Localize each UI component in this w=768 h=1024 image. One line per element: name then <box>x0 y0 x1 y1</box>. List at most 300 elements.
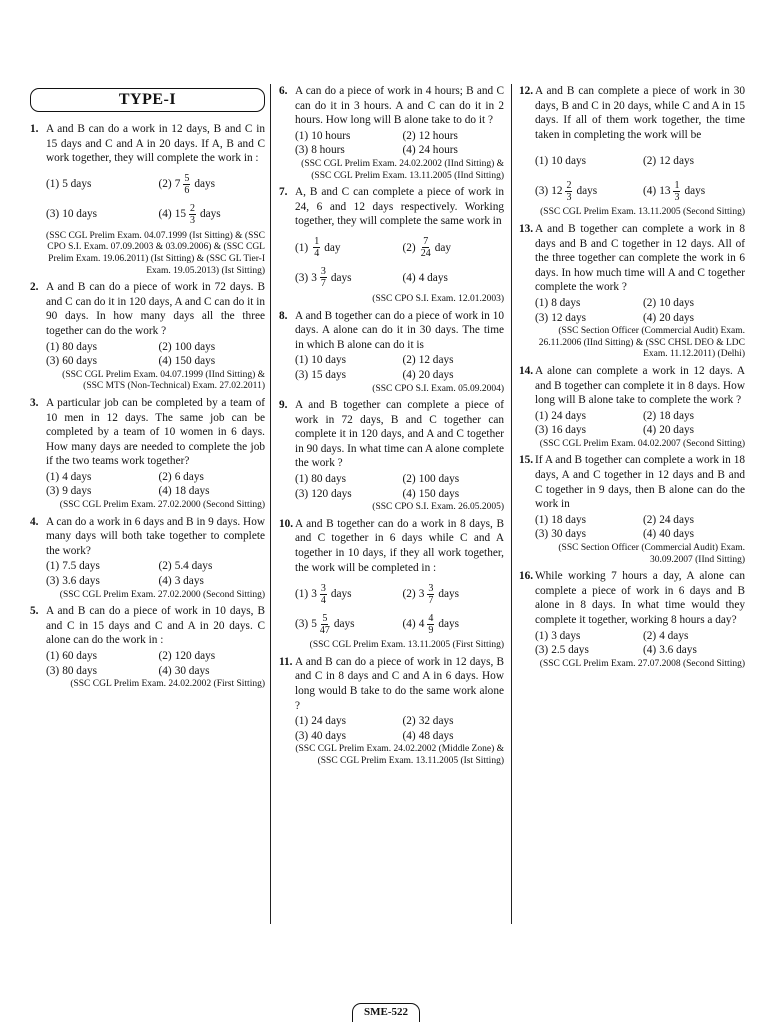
answer-option <box>295 143 397 158</box>
option-text: 30 days <box>174 664 210 677</box>
option-text: 2.5 days <box>551 644 589 657</box>
answer-option <box>159 170 266 200</box>
answer-option <box>535 146 637 176</box>
mixed-fraction <box>175 203 198 226</box>
option-text: 80 days <box>62 340 98 353</box>
exam-source: (SSC CPO S.I. Exam. 05.09.2004) <box>372 383 504 394</box>
question-number: 3. <box>30 396 39 409</box>
fraction-whole: 4 <box>418 617 425 630</box>
answer-option <box>159 484 266 499</box>
option-number: (3) <box>535 424 549 437</box>
option-text: 24 days <box>659 513 695 526</box>
fraction-denominator: 4 <box>314 248 320 260</box>
option-number: (4) <box>643 528 657 541</box>
answer-options <box>535 296 745 325</box>
question-item <box>30 604 265 691</box>
exam-source: (SSC CGL Prelim Exam. 04.07.1999 (Ist Sitting) & (SSC CPO S.I. Exam. 07.09.2003 & 03.09.2006) & (SSC CGL Prelim Exam. 19.06.2011) (Ist Sitting) & (SSC GL Tier-I Exam. 19.05.2013) (Ist Sitting) <box>46 230 265 276</box>
option-text: 18 days <box>551 513 587 526</box>
option-number: (3) <box>535 644 549 657</box>
option-number: (3) <box>295 617 309 630</box>
fraction-denominator: 3 <box>189 215 195 227</box>
exam-source: (SSC CGL Prelim Exam. 27.02.2000 (Second Sitting) <box>59 589 265 600</box>
option-number: (4) <box>402 144 416 157</box>
question-number: 16. <box>519 570 534 583</box>
answer-option <box>46 354 153 369</box>
option-number: (4) <box>402 617 416 630</box>
question-text: A and B can do a piece of work in 72 days. B and C can do it in 120 days, A and C can do it in 90 days. In how many days all the three together can do the work ? <box>46 281 265 337</box>
fraction-denominator: 3 <box>566 191 572 203</box>
column-divider <box>270 84 271 924</box>
question-text: A and B together can complete a piece of work in 72 days, B and C together can complete it in 120 days, and A and C together in 90 days. In what time can A alone complete the work ? <box>295 399 504 470</box>
mixed-fraction <box>419 236 433 259</box>
option-number: (1) <box>295 241 309 254</box>
fraction-denominator: 6 <box>184 185 190 197</box>
option-text: 6 days <box>174 470 204 483</box>
fraction-numerator: 3 <box>320 266 326 278</box>
fraction <box>427 613 434 636</box>
answer-option <box>46 340 153 355</box>
question-item <box>30 396 265 512</box>
answer-option <box>46 574 153 589</box>
fraction-whole: 12 <box>551 185 563 198</box>
question-number: 14. <box>519 364 534 377</box>
fraction-whole: 13 <box>659 185 671 198</box>
exam-source: (SSC CGL Prelim Exam. 24.02.2002 (Middle Zone) & (SSC CGL Prelim Exam. 13.11.2005 (Ist Sitting) <box>295 744 504 766</box>
option-text: 48 days <box>418 729 454 742</box>
option-number: (1) <box>295 715 309 728</box>
fraction-numerator: 7 <box>423 236 429 248</box>
option-unit: days <box>333 617 355 630</box>
fraction-denominator: 7 <box>428 594 434 606</box>
option-text: 3 days <box>551 629 581 642</box>
option-number: (4) <box>158 208 172 221</box>
column-1 <box>30 84 265 694</box>
fraction-numerator: 2 <box>566 179 572 191</box>
mixed-fraction <box>419 613 437 636</box>
option-text: 3 days <box>174 575 204 588</box>
question-number: 10. <box>279 517 294 530</box>
option-text: 150 days <box>418 487 460 500</box>
answer-option <box>643 643 745 658</box>
answer-option <box>535 629 637 644</box>
fraction <box>189 203 196 226</box>
fraction-whole: 3 <box>311 587 317 600</box>
question-text: A and B can complete a piece of work in 30 days, B and C in 20 days, while C and A in 15 days. If all of them work together, the time taken in completing the work will be <box>535 85 745 141</box>
fraction <box>565 180 572 203</box>
option-number: (3) <box>295 487 309 500</box>
question-number: 7. <box>279 186 288 199</box>
option-number: (3) <box>295 271 309 284</box>
option-unit: days <box>330 271 352 284</box>
answer-option <box>403 609 505 639</box>
mixed-fraction <box>659 180 682 203</box>
option-number: (2) <box>158 340 172 353</box>
answer-option <box>46 470 153 485</box>
option-number: (1) <box>46 470 60 483</box>
option-text: 24 days <box>311 715 347 728</box>
option-text: 60 days <box>62 355 98 368</box>
mixed-fraction <box>311 583 329 606</box>
fraction <box>673 180 680 203</box>
answer-option <box>403 233 505 263</box>
question-text: A and B together can do a work in 8 days, B and C together in 6 days while C and A together in 10 days, if they all work together, the work will be completed in : <box>295 517 504 574</box>
option-text: 10 hours <box>311 129 351 142</box>
option-unit: days <box>330 587 352 600</box>
option-number: (2) <box>158 470 172 483</box>
answer-option <box>643 176 745 206</box>
fraction-denominator: 9 <box>428 624 434 636</box>
option-number: (4) <box>158 355 172 368</box>
option-number: (4) <box>158 485 172 498</box>
option-text: 80 days <box>62 664 98 677</box>
answer-option <box>295 233 397 263</box>
option-number: (3) <box>46 355 60 368</box>
option-unit: days <box>684 185 706 198</box>
answer-option <box>535 296 637 311</box>
fraction-denominator: 7 <box>320 278 326 290</box>
option-number: (4) <box>643 424 657 437</box>
option-text: 9 days <box>62 485 92 498</box>
option-text: 3.6 days <box>62 575 100 588</box>
option-text: 10 days <box>62 208 98 221</box>
answer-option <box>295 729 397 744</box>
answer-option <box>46 664 153 679</box>
option-number: (1) <box>46 650 60 662</box>
option-number: (2) <box>643 513 657 526</box>
answer-option <box>403 714 505 729</box>
question-item <box>519 222 745 361</box>
fraction-whole: 7 <box>174 178 181 191</box>
option-number: (2) <box>643 629 657 642</box>
question-text: A can do a work in 6 days and B in 9 days. How many days will both take together to complete the work? <box>46 515 265 557</box>
answer-option <box>295 129 397 144</box>
answer-option <box>643 409 745 424</box>
option-text: 3.6 days <box>659 644 697 657</box>
answer-option <box>46 484 153 499</box>
question-text: A, B and C can complete a piece of work in 24, 6 and 12 days respectively. Working together, they will complete the same work in <box>295 186 504 228</box>
answer-option <box>159 200 266 230</box>
option-number: (3) <box>46 575 60 588</box>
option-text: 4 days <box>418 271 448 284</box>
option-text: 12 hours <box>418 129 458 142</box>
answer-options <box>295 472 504 501</box>
option-number: (2) <box>158 650 172 662</box>
answer-options <box>535 513 745 542</box>
question-item <box>279 185 504 305</box>
option-number: (1) <box>46 340 60 353</box>
option-number: (4) <box>402 729 416 742</box>
option-number: (4) <box>402 487 416 500</box>
column-divider <box>511 84 512 924</box>
answer-option <box>295 353 397 368</box>
option-text: 4 days <box>62 470 92 483</box>
option-text: 150 days <box>174 355 216 368</box>
option-number: (3) <box>535 528 549 541</box>
option-text: 40 days <box>659 528 695 541</box>
option-unit: days <box>576 185 598 198</box>
answer-options <box>295 233 504 293</box>
option-number: (2) <box>643 409 657 422</box>
option-text: 100 days <box>174 340 216 353</box>
answer-option <box>643 423 745 438</box>
question-item <box>519 364 745 451</box>
question-text: A and B can do a work in 12 days, B and C in 15 days and C and A in 20 days. If A, B and C work together, they will complete the work in : <box>46 123 265 165</box>
question-text: A alone can complete a work in 12 days. A and B together can complete it in 8 days. How long will B alone take to complete the work ? <box>535 364 745 407</box>
answer-option <box>403 129 505 144</box>
option-number: (1) <box>295 129 309 142</box>
option-number: (2) <box>402 241 416 254</box>
answer-options <box>535 146 745 206</box>
option-number: (1) <box>535 155 549 168</box>
mixed-fraction <box>419 583 437 606</box>
option-number: (1) <box>46 560 60 573</box>
mixed-fraction <box>311 266 329 289</box>
answer-option <box>403 353 505 368</box>
answer-option <box>535 643 637 658</box>
answer-option <box>159 470 266 485</box>
answer-option <box>535 311 637 326</box>
option-number: (1) <box>295 354 309 367</box>
question-item <box>279 655 504 768</box>
fraction-whole: 3 <box>311 271 317 284</box>
option-text: 10 days <box>311 354 347 367</box>
question-number: 9. <box>279 399 288 412</box>
exam-source: (SSC CPO S.I. Exam. 26.05.2005) <box>372 502 504 513</box>
option-number: (3) <box>295 368 309 381</box>
column-2 <box>279 84 504 771</box>
option-number: (4) <box>158 575 172 588</box>
answer-option <box>403 368 505 383</box>
option-number: (2) <box>158 178 172 191</box>
option-text: 100 days <box>418 473 460 486</box>
option-number: (4) <box>402 368 416 381</box>
option-number: (2) <box>402 473 416 486</box>
answer-option <box>535 527 637 542</box>
mixed-fraction <box>311 613 332 636</box>
question-item <box>279 398 504 514</box>
answer-option <box>295 368 397 383</box>
answer-option <box>403 579 505 609</box>
exam-source: (SSC CGL Prelim Exam. 27.07.2008 (Second Sitting) <box>539 658 745 669</box>
option-unit: days <box>438 587 460 600</box>
answer-options <box>535 409 745 438</box>
answer-option <box>46 559 153 574</box>
option-number: (1) <box>46 178 60 191</box>
exam-source: (SSC CPO S.I. Exam. 12.01.2003) <box>372 293 504 304</box>
option-text: 120 days <box>311 487 352 500</box>
option-text: 12 days <box>659 155 695 168</box>
question-number: 12. <box>519 85 534 97</box>
exam-source: (SSC Section Officer (Commercial Audit) Exam. 30.09.2007 (IInd Sitting) <box>558 543 745 565</box>
answer-option <box>643 146 745 176</box>
option-number: (4) <box>402 271 416 284</box>
question-item <box>30 122 265 277</box>
question-number: 11. <box>279 655 293 668</box>
option-text: 32 days <box>418 715 454 728</box>
option-number: (4) <box>158 664 172 677</box>
answer-option <box>159 340 266 355</box>
answer-option <box>159 574 266 589</box>
answer-option <box>46 649 153 664</box>
answer-option <box>295 609 397 639</box>
answer-options <box>46 649 265 678</box>
mixed-fraction <box>551 180 574 203</box>
answer-option <box>643 311 745 326</box>
answer-option <box>643 296 745 311</box>
option-number: (4) <box>643 644 657 657</box>
option-text: 18 days <box>174 485 210 498</box>
option-number: (4) <box>643 311 657 324</box>
option-text: 7.5 days <box>62 560 100 573</box>
fraction-whole: 3 <box>418 587 425 600</box>
section-title: TYPE-I <box>30 88 265 112</box>
question-item <box>279 84 504 182</box>
option-text: 12 days <box>418 354 454 367</box>
fraction <box>313 236 320 259</box>
question-item <box>279 517 504 652</box>
fraction-numerator: 3 <box>320 582 326 594</box>
exam-source: (SSC CGL Prelim Exam. 04.07.1999 (IInd Sitting) & (SSC MTS (Non-Technical) Exam. 27.02.2011) <box>62 369 265 392</box>
option-unit: day <box>434 241 451 254</box>
exam-source: (SSC CGL Prelim Exam. 27.02.2000 (Second Sitting) <box>59 500 265 511</box>
option-text: 5 days <box>62 178 92 191</box>
question-item <box>519 569 745 670</box>
option-number: (3) <box>295 729 309 742</box>
answer-option <box>643 629 745 644</box>
page-footer-tag: SME-522 <box>352 1003 420 1022</box>
answer-options <box>46 559 265 588</box>
question-number: 13. <box>519 222 534 235</box>
option-text: 20 days <box>418 368 454 381</box>
answer-option <box>403 263 505 293</box>
question-item <box>519 453 745 566</box>
answer-option <box>295 714 397 729</box>
answer-options <box>295 353 504 382</box>
option-text: 12 days <box>551 311 587 324</box>
option-number: (3) <box>46 208 60 221</box>
question-number: 1. <box>30 123 39 135</box>
fraction-whole: 15 <box>174 208 186 221</box>
option-text: 4 days <box>659 629 689 642</box>
answer-option <box>403 729 505 744</box>
answer-option <box>46 170 153 200</box>
mixed-fraction <box>311 236 322 259</box>
option-number: (2) <box>402 354 416 367</box>
option-text: 5.4 days <box>174 560 213 573</box>
option-number: (3) <box>535 185 549 198</box>
option-text: 40 days <box>311 729 347 742</box>
option-number: (2) <box>402 129 416 142</box>
answer-option <box>295 472 397 487</box>
answer-option <box>295 487 397 502</box>
fraction-numerator: 1 <box>674 179 680 191</box>
question-text: A and B can do a piece of work in 12 days, B and C in 8 days and C and A in 6 days. How long would B take to do the same work alone ? <box>295 655 504 712</box>
question-number: 4. <box>30 515 39 528</box>
option-text: 120 days <box>174 650 216 662</box>
answer-options <box>46 170 265 230</box>
exam-source: (SSC CGL Prelim Exam. 04.02.2007 (Second Sitting) <box>539 438 745 449</box>
option-text: 18 days <box>659 409 695 422</box>
exam-source: (SSC CGL Prelim Exam. 13.11.2005 (Second Sitting) <box>540 207 745 218</box>
option-number: (2) <box>402 715 416 728</box>
question-number: 6. <box>279 85 288 97</box>
option-unit: days <box>194 178 216 191</box>
option-text: 16 days <box>551 424 587 437</box>
answer-options <box>535 629 745 658</box>
option-number: (3) <box>46 485 60 498</box>
question-text: A and B can do a piece of work in 10 days, B and C in 15 days and C and A in 20 days. C alone can do the work in : <box>46 605 265 647</box>
option-number: (1) <box>295 473 309 486</box>
question-text: A particular job can be completed by a team of 10 men in 12 days. The same job can be completed by a team of 10 women in 6 days. How many days are needed to complete the job if the two teams work together? <box>46 396 265 468</box>
fraction-denominator: 24 <box>420 248 431 260</box>
option-number: (2) <box>643 296 657 309</box>
exam-source: (SSC CGL Prelim Exam. 24.02.2002 (IInd Sitting) & (SSC CGL Prelim Exam. 13.11.2005 (IInd Sitting) <box>301 158 504 181</box>
option-text: 10 days <box>659 296 695 309</box>
question-item <box>519 84 745 219</box>
option-text: 15 days <box>311 368 347 381</box>
fraction <box>421 236 431 259</box>
answer-options <box>295 579 504 639</box>
question-number: 15. <box>519 454 534 467</box>
option-unit: day <box>324 241 341 254</box>
fraction-numerator: 3 <box>428 582 434 594</box>
answer-option <box>535 409 637 424</box>
option-number: (1) <box>535 409 549 422</box>
option-number: (1) <box>535 629 549 642</box>
fraction-denominator: 47 <box>319 624 330 636</box>
option-text: 24 days <box>551 409 587 422</box>
option-text: 10 days <box>551 155 587 168</box>
question-number: 2. <box>30 281 39 294</box>
fraction-whole: 5 <box>311 617 317 630</box>
answer-option <box>643 513 745 528</box>
question-item <box>279 309 504 396</box>
answer-options <box>295 129 504 158</box>
question-number: 8. <box>279 309 288 322</box>
option-text: 8 hours <box>311 144 345 157</box>
option-number: (2) <box>643 155 657 168</box>
option-number: (1) <box>535 296 549 309</box>
fraction-denominator: 4 <box>320 594 326 606</box>
question-text: While working 7 hours a day, A alone can complete a piece of work in 6 days and B alone in 8 days. In what time would they complete it together, working 8 hours a day? <box>535 570 745 626</box>
answer-option <box>295 579 397 609</box>
answer-option <box>159 664 266 679</box>
mixed-fraction <box>175 173 193 196</box>
fraction-numerator: 1 <box>314 236 320 248</box>
option-text: 8 days <box>551 296 581 309</box>
fraction <box>320 583 327 606</box>
answer-option <box>403 487 505 502</box>
exam-source: (SSC Section Officer (Commercial Audit) Exam. 26.11.2006 (IInd Sitting) & (SSC CHSL DEO & LDC Exam. 11.12.2011) (Delhi) <box>538 326 745 360</box>
option-text: 60 days <box>62 650 98 662</box>
answer-option <box>535 513 637 528</box>
option-text: 20 days <box>659 424 695 437</box>
fraction-numerator: 4 <box>428 612 434 624</box>
answer-option <box>46 200 153 230</box>
fraction <box>183 173 190 196</box>
option-text: 30 days <box>551 528 587 541</box>
question-item <box>30 280 265 393</box>
answer-option <box>159 649 266 664</box>
answer-options <box>46 340 265 369</box>
fraction <box>427 583 434 606</box>
option-number: (1) <box>295 587 309 600</box>
option-number: (1) <box>535 513 549 526</box>
option-unit: days <box>438 617 460 630</box>
fraction-numerator: 5 <box>184 173 190 185</box>
column-3 <box>519 84 745 673</box>
fraction-numerator: 5 <box>322 612 328 624</box>
